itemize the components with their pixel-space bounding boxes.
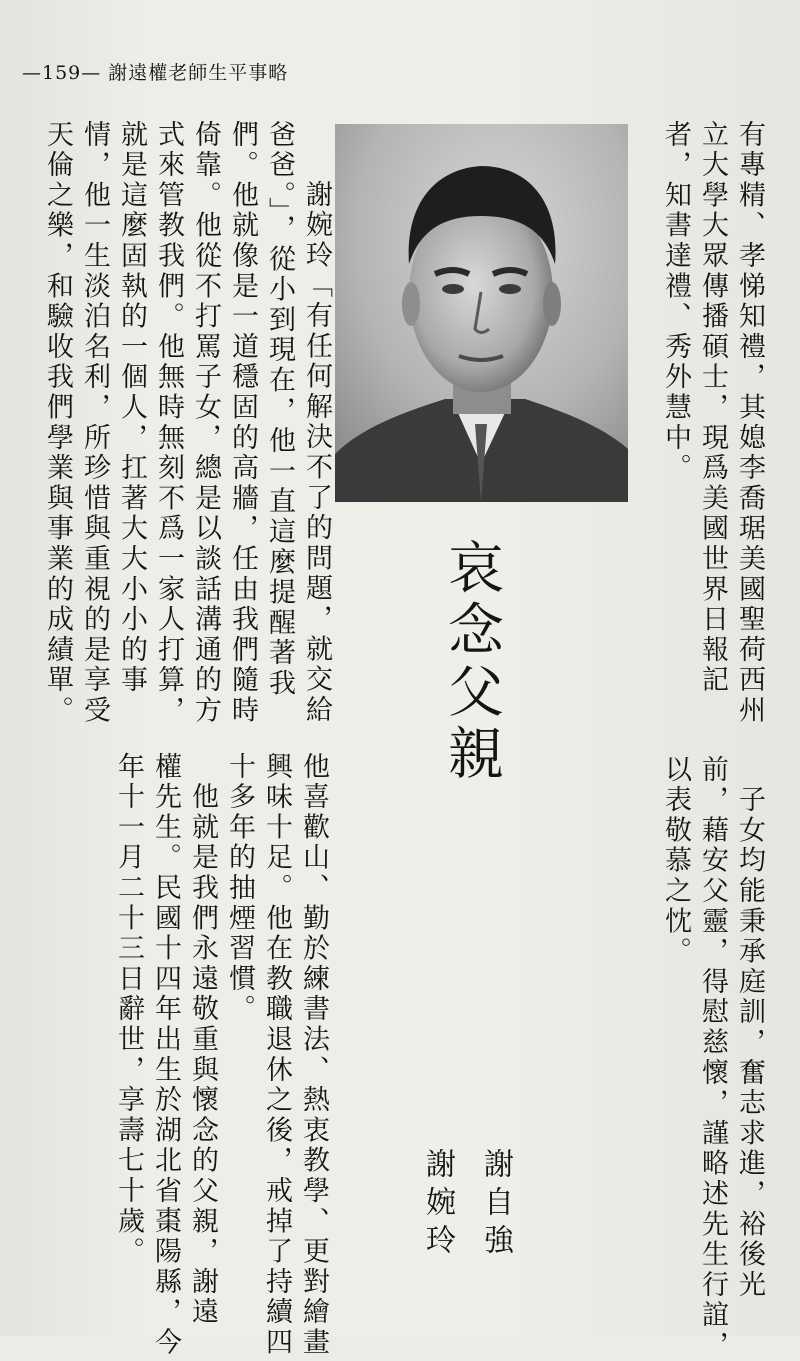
left-text-col-5: 式來管教我們。他無時無刻不爲一家人打算， [153,120,184,726]
middle-text-col-4: 他就是我們永遠敬重與懷念的父親，謝遠 [187,752,218,1328]
middle-text-col-3: 十多年的抽煙習慣。 [224,752,255,1025]
right-lower-col-2: 前，藉安父靈，得慰慈懷，謹略述先生行誼， [697,755,728,1361]
left-text-col-4: 倚靠。他從不打罵子女，總是以談話溝通的方 [190,120,221,726]
right-text-col-1: 有專精、孝悌知禮，其媳李喬琚美國聖荷西州 [734,120,765,726]
left-text-col-8: 天倫之樂，和驗收我們學業與事業的成績單。 [42,120,73,726]
right-lower-col-3: 以表敬慕之忱。 [660,755,691,968]
middle-text-col-5: 權先生。民國十四年出生於湖北省棗陽縣，今 [150,752,181,1358]
author-name-2: 謝婉玲 [420,1148,455,1262]
article-title: 哀念父親 [439,538,504,786]
middle-text-col-2: 興味十足。他在教職退休之後，戒掉了持續四 [261,752,292,1358]
page-header: —159— 謝遠權老師生平事略 [22,62,289,84]
middle-text-col-6: 年十一月二十三日辭世，享壽七十歲。 [113,752,144,1268]
right-text-col-3: 者，知書達禮、秀外慧中。 [660,120,691,484]
right-text-col-2: 立大學大眾傳播碩士，現爲美國世界日報記 [697,120,728,696]
left-text-col-3: 們。他就像是一道穩固的高牆，任由我們隨時 [227,120,258,726]
right-lower-col-1: 子女均能秉承庭訓，奮志求進，裕後光 [734,755,765,1301]
left-text-col-1: 謝婉玲「有任何解決不了的問題，就交給 [301,180,332,726]
portrait-photo [335,124,628,502]
left-text-col-6: 就是這麼固執的一個人，扛著大大小小的事 [116,120,147,696]
left-text-col-2: 爸爸。」，從小到現在，他一直這麼提醒著我 [264,120,295,699]
author-name-1: 謝自強 [478,1148,513,1262]
left-text-col-7: 情，他一生淡泊名利，所珍惜與重視的是享受 [79,120,110,726]
middle-text-col-1: 他喜歡山、勤於練書法、熱衷教學、更對繪畫 [298,752,329,1358]
